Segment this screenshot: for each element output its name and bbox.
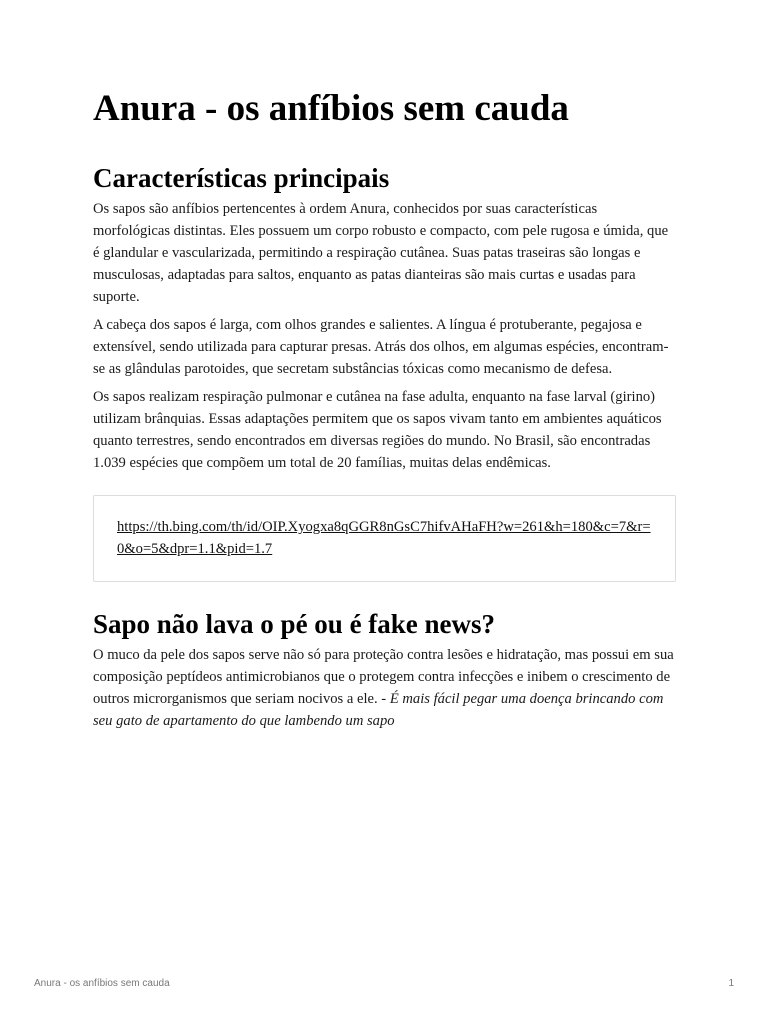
document-body: [93, 84, 676, 738]
link-callout: [93, 495, 676, 582]
section-fake-news: [93, 608, 676, 732]
section-heading-characteristics: Características principais: [93, 163, 390, 193]
image-link[interactable]: https://th.bing.com/th/id/OIP.Xyogxa8qGGR8nGsC7hifvAHaFH?w=261&h=180&c=7&r=0&o=5&dpr=1.1&pid=1.7: [117, 519, 651, 557]
section-characteristics: [93, 162, 676, 582]
section-heading-fake-news: Sapo não lava o pé ou é fake news?: [93, 609, 496, 639]
paragraph-head: A cabeça dos sapos é larga, com olhos grandes e salientes. A língua é protuberante, pegajosa e extensível, sendo utilizada para capturar presas. Atrás dos olhos, em algumas espécies, encontram-se as glândulas parotoides, que secretam substâncias tóxicas como mecanismo de defesa.: [93, 317, 669, 377]
document-title: Anura - os anfíbios sem cauda: [93, 88, 569, 129]
paragraph-respiration: Os sapos realizam respiração pulmonar e cutânea na fase adulta, enquanto na fase larval (girino) utilizam brânquias. Essas adaptações permitem que os sapos vivam tanto em ambientes aquáticos quanto terrestres, sendo encontrados em diversas regiões do mundo. No Brasil, são encontradas 1.039 espécies que compõem um total de 20 famílias, muitas delas endêmicas.: [93, 389, 662, 471]
footer-document-title: Anura - os anfíbios sem cauda: [34, 978, 170, 989]
paragraph-morphology: Os sapos são anfíbios pertencentes à ordem Anura, conhecidos por suas características morfológicas distintas. Eles possuem um corpo robusto e compacto, com pele rugosa e úmida, que é glandular e vascularizada, permitindo a respiração cutânea. Suas patas traseiras são longas e musculosas, adaptadas para saltos, enquanto as patas dianteiras são mais curtas e usadas para suporte.: [93, 201, 669, 305]
paragraph-mucus-italic: É mais fácil pegar uma doença brincando com seu gato de apartamento do que lambendo um sapo: [93, 691, 664, 729]
footer-page-number: 1: [728, 978, 734, 989]
paragraph-mucus-text: O muco da pele dos sapos serve não só para proteção contra lesões e hidratação, mas possui em sua composição peptídeos antimicrobianos que o protegem contra infecções e inibem o crescimento de outros microrganismos que seriam nocivos a ele. -: [93, 647, 674, 707]
paragraph-mucus: [93, 644, 676, 732]
